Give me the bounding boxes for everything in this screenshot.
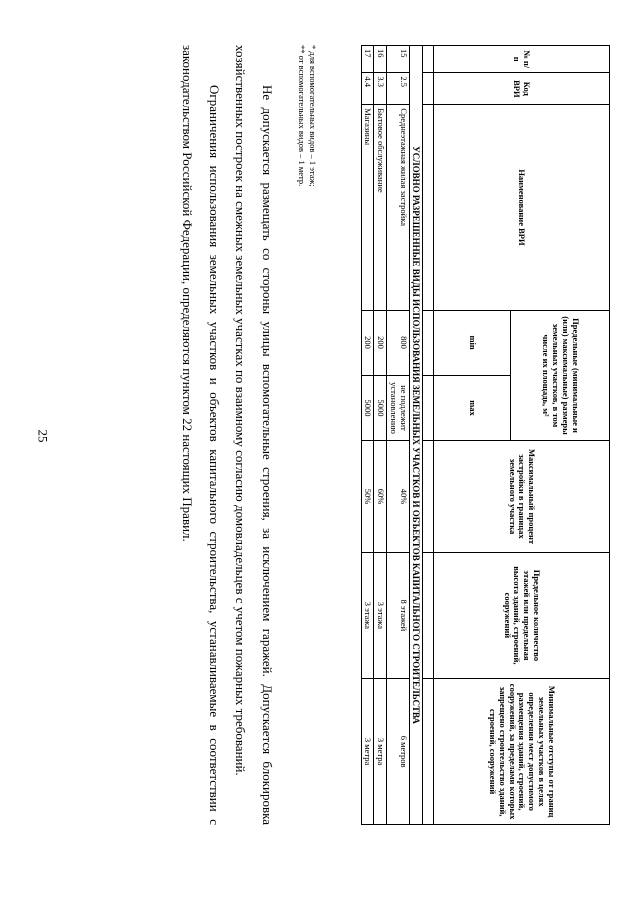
cell-percent: 50% [361,441,374,552]
header-num: № п/п [434,46,610,73]
cell-min: 200 [374,310,387,375]
header-percent: Максимальный процент застройки в границах земельного участка [434,441,610,552]
header-size-group: Предельные (минимальные и (или) максимальные) размеры земельных участков, в том числе их площадь, м² [511,310,610,441]
table-header-row [511,46,610,825]
table-spacer-row [423,46,434,825]
header-name: Наименование ВРИ [434,105,610,310]
cell-num: 17 [361,46,374,73]
paragraph-outbuildings: Не допускается размещать со стороны улицы вспомогательные строения, за исключением гаражей. Допускается блокировка хозяйственных построек на смежных земельных участках по взаимному согласию домовладельцев с учетом пожарных требований. [233,45,275,825]
cell-code: 2.5 [387,73,410,105]
cell-percent: 40% [387,441,410,552]
cell-setbacks: 3 метра [361,679,374,825]
table-row [387,46,410,825]
header-min: min [434,310,511,375]
page-number: 25 [35,429,51,443]
cell-setbacks: 6 метров [387,679,410,825]
cell-max: 5000 [374,375,387,441]
cell-max: не подлежит установлению [387,375,410,441]
cell-num: 16 [374,46,387,73]
header-setbacks: Минимальные отступы от границ земельных участков в целях определения мест допустимого размещения зданий, строений, сооружений, за пределами которых запрещено строительство зданий, строений, сооружений [434,679,610,825]
table-row [361,46,374,825]
cell-code: 4.4 [361,73,374,105]
note-setbacks: ** от вспомогательных видов – 1 метр. [296,45,307,187]
cell-min: 800 [387,310,410,375]
cell-min: 200 [361,310,374,375]
cell-name: Среднеэтажная жилая застройка [387,105,410,310]
cell-num: 15 [387,46,410,73]
header-code: Код ВРИ [434,73,610,105]
rotated-content [50,45,610,845]
header-max: max [434,375,511,441]
table-row [374,46,387,825]
section-title: УСЛОВНО РАЗРЕШЕННЫЕ ВИДЫ ИСПОЛЬЗОВАНИЯ ЗЕМЕЛЬНЫХ УЧАСТКОВ И ОБЪЕКТОВ КАПИТАЛЬНОГО СТРОИТЕЛЬСТВА [409,46,422,825]
cell-name: Бытовое обслуживание [374,105,387,310]
cell-floors: 8 этажей [387,552,410,679]
body-text [173,45,280,825]
cell-setbacks: 3 метра [374,679,387,825]
table-section-row [409,46,422,825]
cell-floors: 3 этажа [361,552,374,679]
regulations-table [361,45,610,825]
cell-name: Магазины [361,105,374,310]
cell-code: 3.3 [374,73,387,105]
cell-percent: 60% [374,441,387,552]
note-floors: * для вспомогательных видов – 1 этаж; [308,45,318,187]
header-floors: Предельное количество этажей или предельная высота зданий, строений, сооружений [434,552,610,679]
cell-floors: 3 этажа [374,552,387,679]
paragraph-restrictions: Ограничения использования земельных участков и объектов капитального строительства, устанавливаемые в соответствии с законодательством Российской Федерации, определяются пунктом 22 настоящих Правил. [180,45,222,825]
cell-max: 5000 [361,375,374,441]
table-notes [295,45,318,825]
